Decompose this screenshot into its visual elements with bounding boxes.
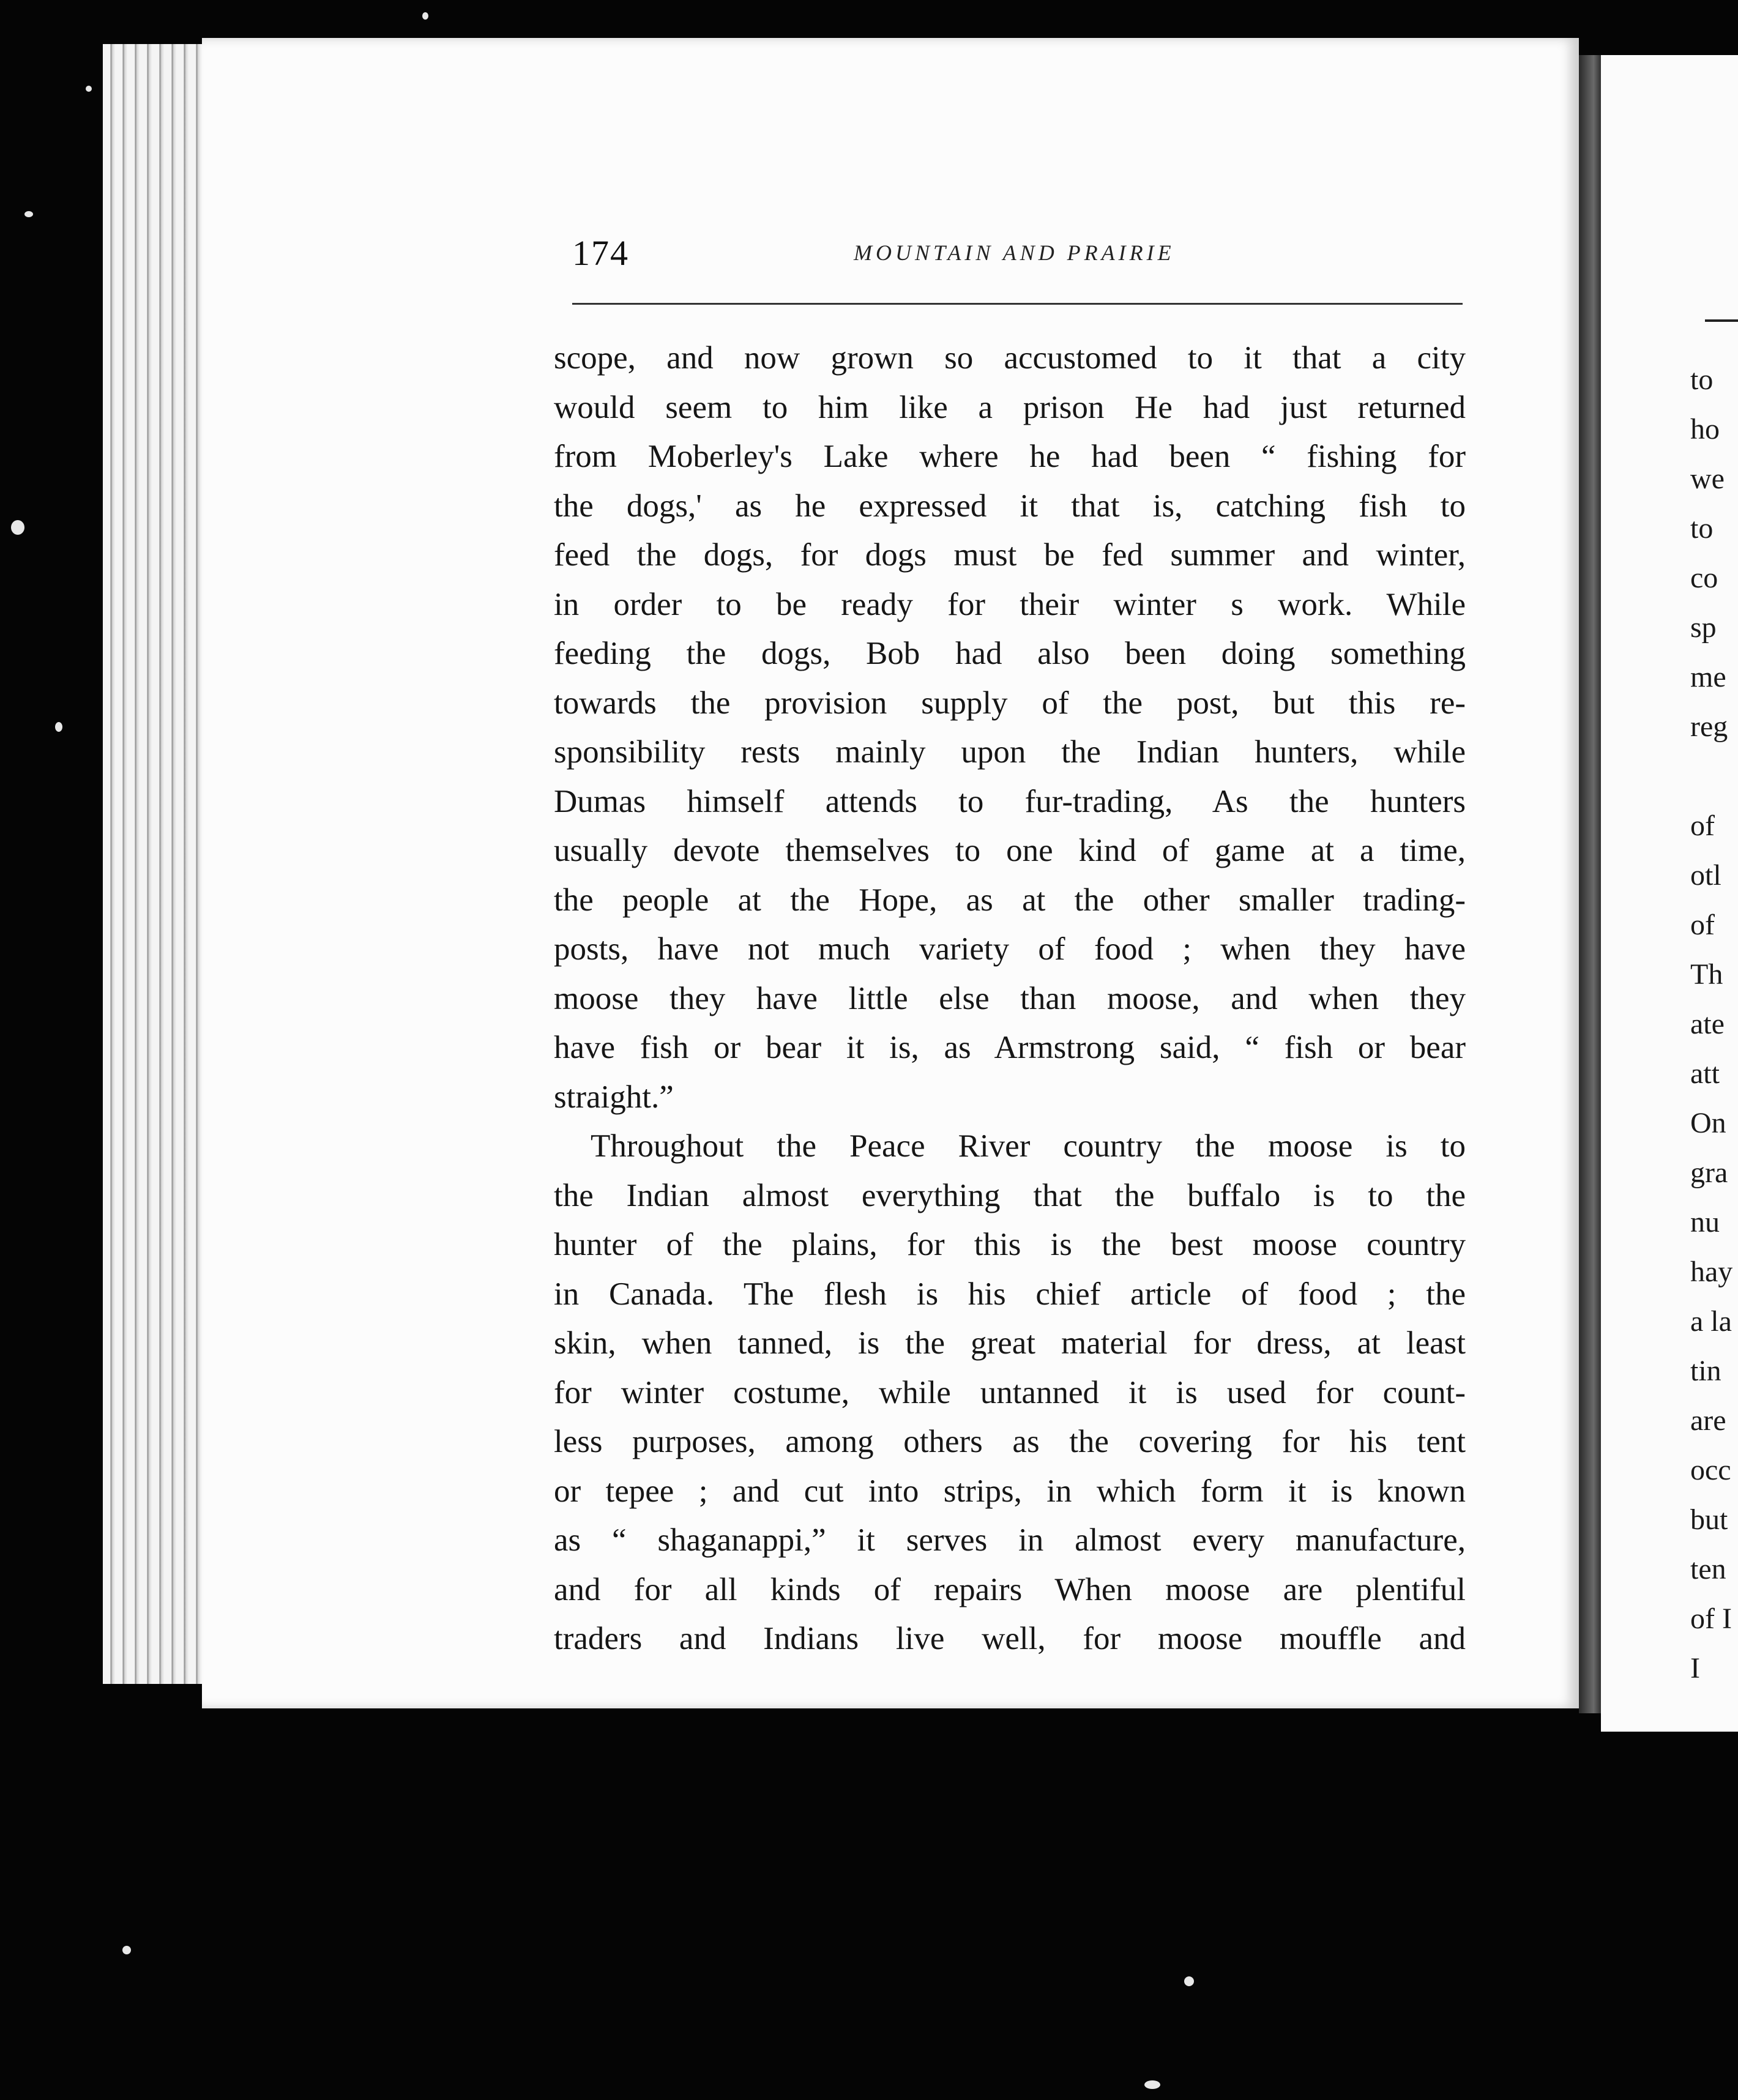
text-line: skin, when tanned, is the great material for dress, at least	[554, 1325, 1466, 1361]
text-line: and for all kinds of repairs When moose are plentiful	[554, 1571, 1466, 1607]
text-line: feed the dogs, for dogs must be fed summer and winter,	[554, 537, 1466, 573]
book-gutter	[1579, 55, 1603, 1713]
dust-speck	[1144, 2080, 1160, 2089]
text-line: in Canada. The flesh is his chief article of food ; the	[554, 1276, 1466, 1312]
facing-text-line: reg	[1690, 710, 1728, 743]
text-line: sponsibility rests mainly upon the Indian hunters, while	[554, 734, 1466, 770]
header-rule	[572, 303, 1463, 305]
dust-speck	[55, 722, 62, 732]
facing-text-line: gra	[1690, 1156, 1728, 1189]
running-head	[572, 233, 1460, 281]
dust-speck	[24, 211, 33, 217]
text-line: scope, and now grown so accustomed to it that a city	[554, 340, 1466, 376]
page-number: 174	[572, 233, 629, 273]
text-line: less purposes, among others as the covering for his tent	[554, 1424, 1466, 1459]
facing-text-line: occ	[1690, 1454, 1731, 1486]
text-line: hunter of the plains, for this is the best moose country	[554, 1227, 1466, 1262]
facing-text-line: to	[1690, 512, 1714, 545]
text-line: or tepee ; and cut into strips, in which form it is known	[554, 1473, 1466, 1509]
facing-page-text	[1690, 355, 1732, 1693]
facing-text-line: we	[1690, 463, 1725, 495]
text-line: towards the provision supply of the post, but this re-	[554, 685, 1466, 721]
text-line: Throughout the Peace River country the moose is to	[591, 1128, 1466, 1164]
text-line: traders and Indians live well, for moose mouffle and	[554, 1621, 1466, 1656]
facing-header-rule	[1705, 319, 1738, 322]
dust-speck	[422, 12, 428, 20]
text-line: moose they have little else than moose, and when they	[554, 980, 1466, 1016]
facing-text-line: of	[1690, 810, 1715, 842]
text-line: in order to be ready for their winter s work. While	[554, 586, 1466, 622]
facing-text-line: I	[1690, 1652, 1700, 1685]
facing-text-line: tin	[1690, 1355, 1721, 1387]
facing-text-line: ate	[1690, 1008, 1725, 1040]
text-line: have fish or bear it is, as Armstrong said, “ fish or bear	[554, 1030, 1466, 1065]
text-line: the people at the Hope, as at the other smaller trading-	[554, 882, 1466, 918]
facing-text-line: otl	[1690, 859, 1721, 892]
dust-speck	[86, 86, 92, 92]
text-line: posts, have not much variety of food ; when they have	[554, 931, 1466, 967]
facing-text-line: On	[1690, 1107, 1726, 1139]
text-line: for winter costume, while untanned it is used for count-	[554, 1374, 1466, 1410]
facing-text-line: att	[1690, 1057, 1720, 1090]
text-line: Dumas himself attends to fur-trading, As the hunters	[554, 783, 1466, 819]
dust-speck	[1184, 1976, 1194, 1986]
dust-speck	[122, 1946, 131, 1954]
facing-text-line: ho	[1690, 413, 1720, 445]
facing-page	[1601, 55, 1738, 1732]
facing-text-line: of	[1690, 909, 1715, 941]
facing-text-line: co	[1690, 562, 1718, 594]
text-line: the Indian almost everything that the buffalo is to the	[554, 1177, 1466, 1213]
text-line: as “ shaganappi,” it serves in almost every manufacture,	[554, 1522, 1466, 1558]
facing-text-line	[1690, 751, 1732, 801]
facing-text-line: hay	[1690, 1256, 1733, 1288]
facing-text-line: me	[1690, 661, 1726, 693]
facing-text-line: Th	[1690, 958, 1723, 991]
facing-text-line: of I	[1690, 1603, 1732, 1635]
text-line: from Moberley's Lake where he had been “ fishing for	[554, 439, 1466, 474]
running-title: MOUNTAIN AND PRAIRIE	[854, 240, 1175, 265]
facing-text-line: but	[1690, 1503, 1728, 1536]
facing-text-line: are	[1690, 1404, 1726, 1437]
text-line: the dogs,' as he expressed it that is, catching fish to	[554, 488, 1466, 524]
text-line: usually devote themselves to one kind of game at a time,	[554, 833, 1466, 868]
facing-text-line: ten	[1690, 1553, 1726, 1585]
dust-speck	[11, 520, 24, 535]
facing-text-line: to	[1690, 363, 1714, 396]
facing-text-line: a la	[1690, 1305, 1732, 1338]
text-line: feeding the dogs, Bob had also been doing something	[554, 636, 1466, 671]
body-text	[554, 333, 1466, 1664]
facing-text-line: sp	[1690, 611, 1717, 644]
text-line: straight.”	[554, 1079, 674, 1115]
facing-text-line: nu	[1690, 1206, 1720, 1238]
text-line: would seem to him like a prison He had just returned	[554, 389, 1466, 425]
